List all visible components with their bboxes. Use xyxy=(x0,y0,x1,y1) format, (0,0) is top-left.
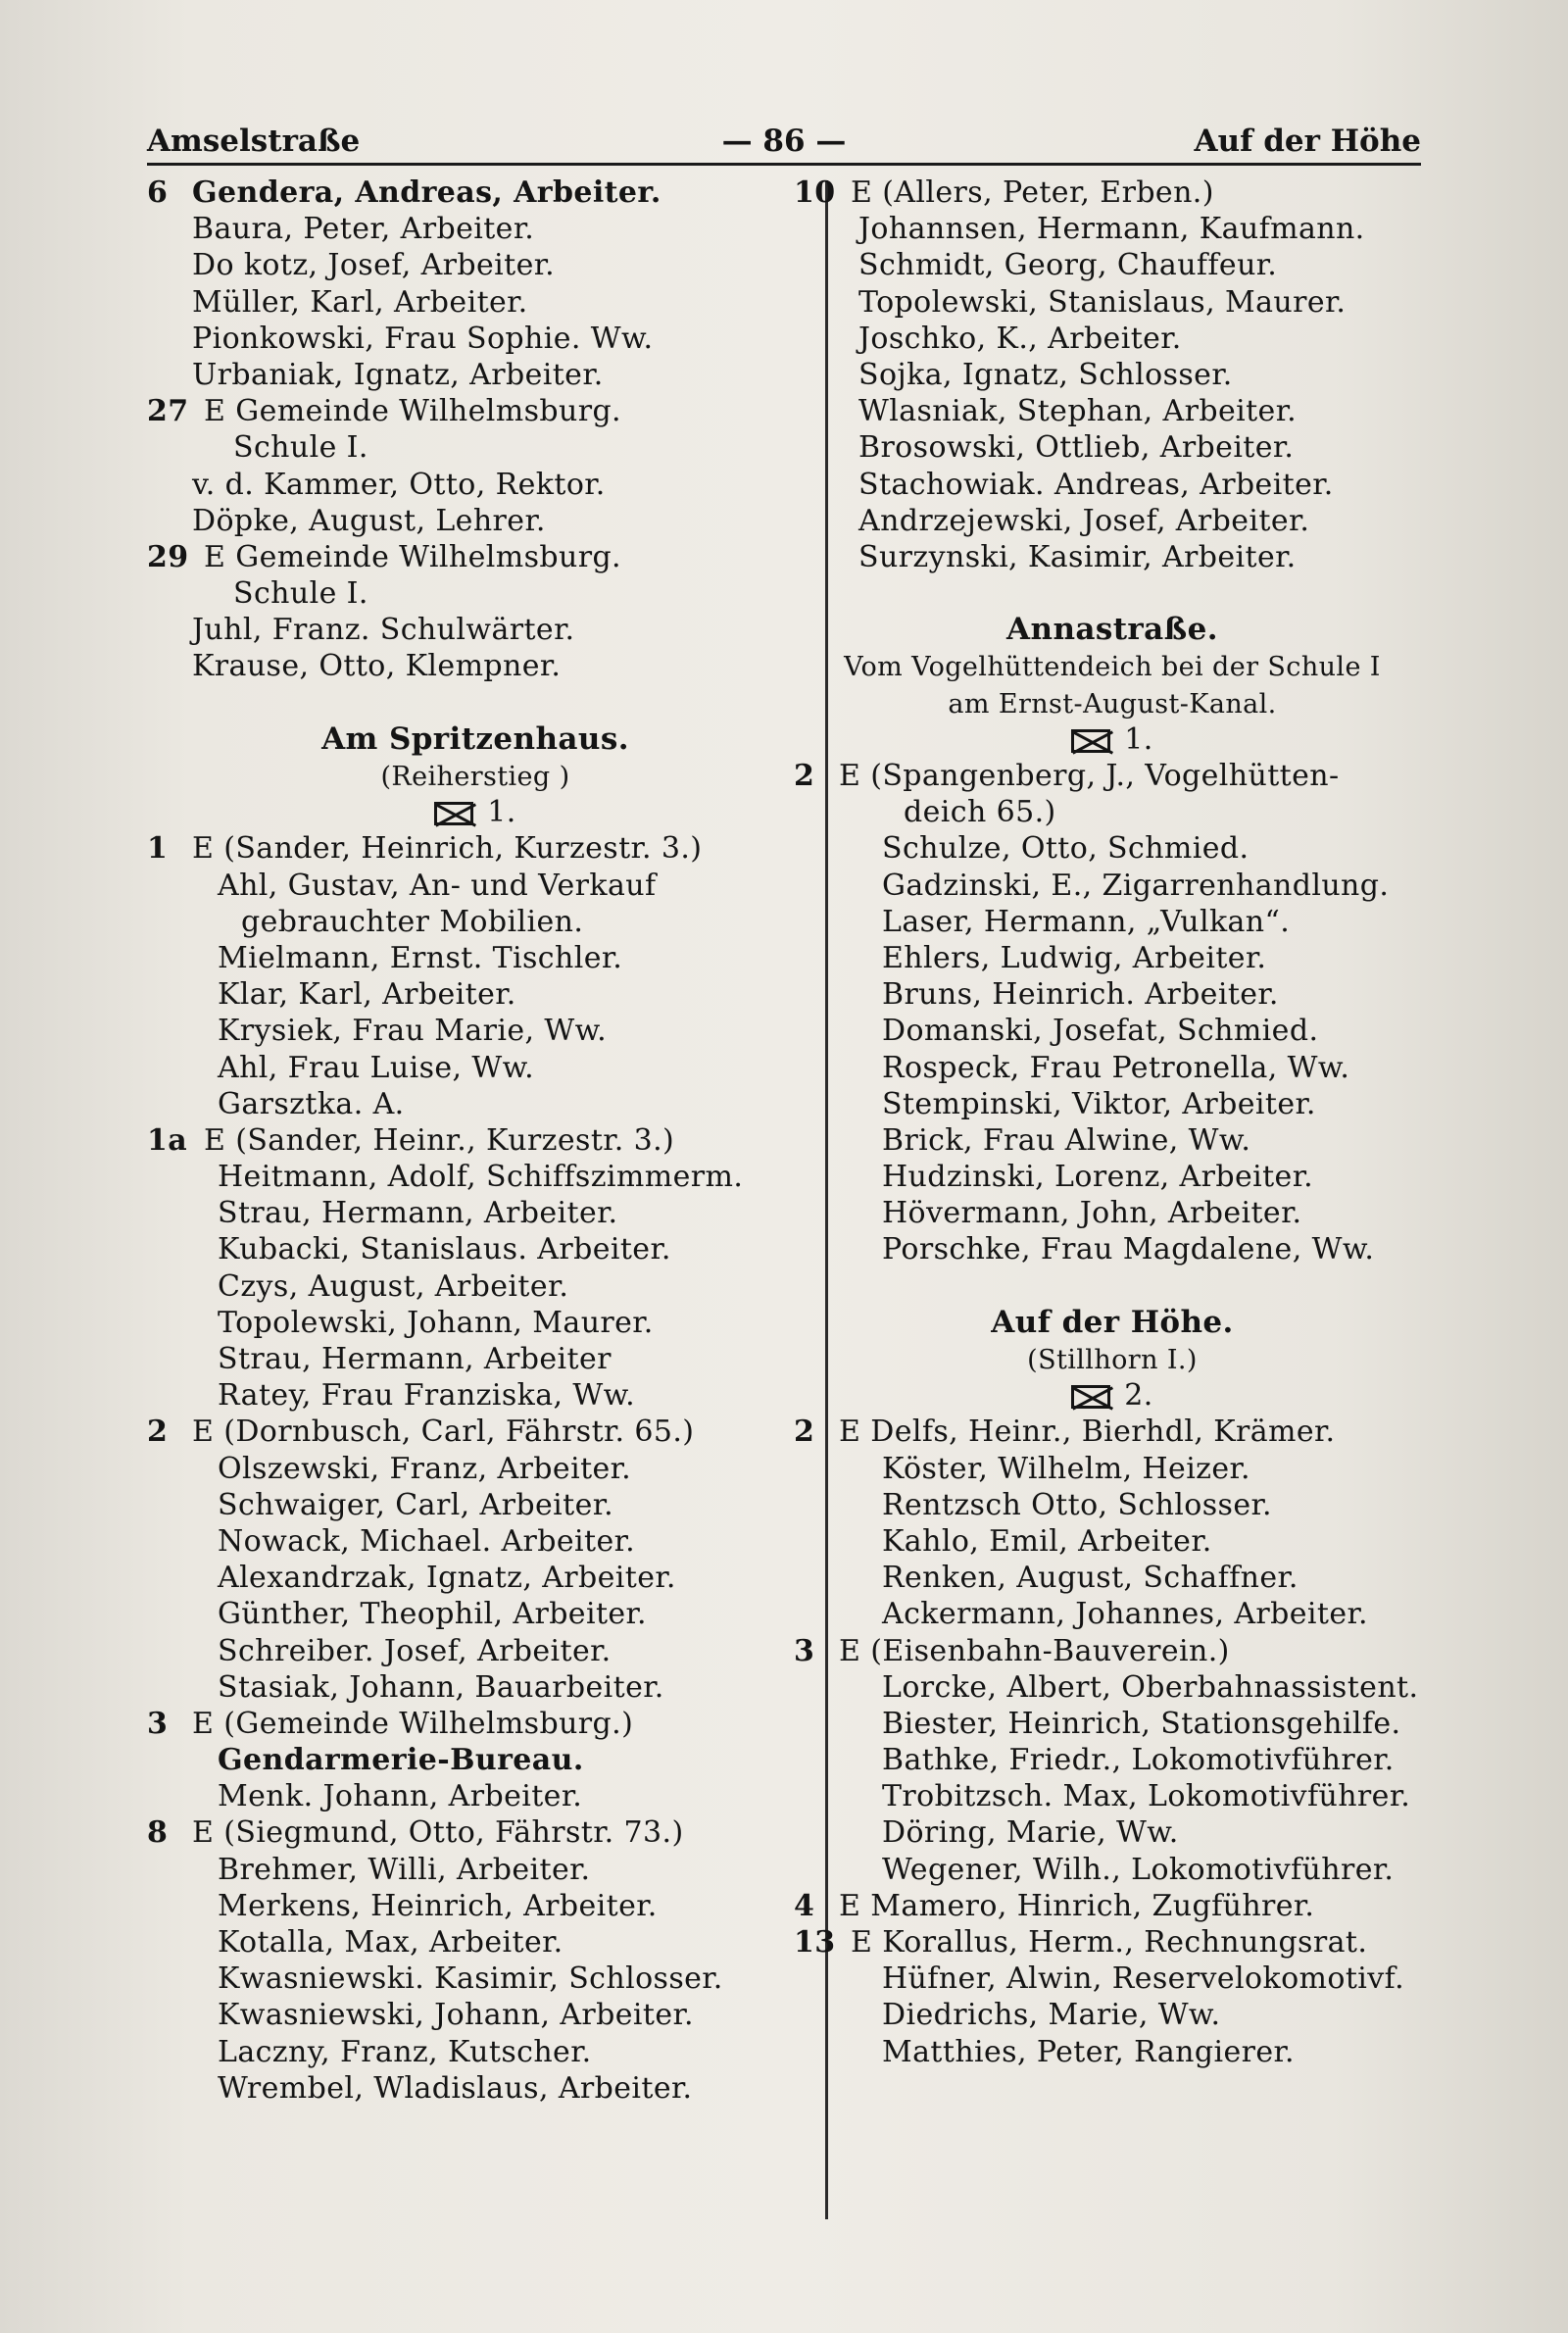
resident-line xyxy=(794,503,1431,539)
resident-entry: Diedrichs, Marie, Ww. xyxy=(882,1998,1221,2033)
resident-entry: deich 65.) xyxy=(904,795,1056,830)
resident-line xyxy=(147,1560,804,1596)
section-spacer xyxy=(794,575,1431,612)
resident-line xyxy=(147,940,804,976)
resident-line xyxy=(794,357,1431,393)
resident-line xyxy=(147,1195,804,1231)
resident-line xyxy=(147,503,804,539)
resident-entry: Krysiek, Frau Marie, Ww. xyxy=(218,1014,608,1049)
resident-line xyxy=(147,976,804,1013)
resident-line xyxy=(794,211,1431,247)
resident-line xyxy=(794,1706,1431,1742)
street-section-subtitle xyxy=(147,758,804,794)
resident-line xyxy=(794,1013,1431,1049)
house-number: 2 xyxy=(147,1415,169,1450)
resident-entry: Matthies, Peter, Rangierer. xyxy=(882,2034,1295,2069)
resident-line xyxy=(147,1377,804,1414)
resident-line xyxy=(147,1523,804,1560)
resident-entry: Schule I. xyxy=(233,430,368,466)
resident-entry: Kahlo, Emil, Arbeiter. xyxy=(882,1523,1212,1559)
resident-line xyxy=(794,1231,1431,1267)
resident-entry: Olszewski, Franz, Arbeiter. xyxy=(218,1451,632,1486)
resident-line xyxy=(147,1451,804,1487)
street-location: (Reiherstieg ) xyxy=(380,762,570,792)
resident-entry: Günther, Theophil, Arbeiter. xyxy=(218,1597,647,1632)
house-owner: E (Gemeinde Wilhelmsburg.) xyxy=(192,1706,634,1741)
resident-entry: Strau, Hermann, Arbeiter xyxy=(218,1342,612,1376)
postal-district xyxy=(794,721,1431,758)
resident-entry: Gendarmerie-Bureau. xyxy=(218,1743,584,1778)
postal-district-number: 2. xyxy=(1124,1378,1153,1414)
house-number: 27 xyxy=(147,394,189,429)
street-section-subtitle xyxy=(794,648,1431,684)
house-owner: E Gemeinde Wilhelmsburg. xyxy=(204,394,621,429)
house-owner: Gendera, Andreas, Arbeiter. xyxy=(192,175,662,210)
house-entry xyxy=(794,1924,1431,1961)
resident-entry: Urbaniak, Ignatz, Arbeiter. xyxy=(192,357,604,392)
resident-entry: Laser, Hermann, „Vulkan“. xyxy=(882,904,1291,939)
resident-line xyxy=(794,429,1431,466)
resident-entry: Topolewski, Johann, Maurer. xyxy=(218,1305,654,1340)
resident-line xyxy=(147,1669,804,1706)
resident-entry: Brehmer, Willi, Arbeiter. xyxy=(218,1852,591,1887)
resident-entry: Strau, Hermann, Arbeiter. xyxy=(218,1196,618,1231)
resident-line xyxy=(794,868,1431,904)
resident-line xyxy=(794,1778,1431,1814)
resident-entry: Ahl, Frau Luise, Ww. xyxy=(218,1050,535,1085)
resident-line xyxy=(147,357,804,393)
house-entry xyxy=(794,1633,1431,1669)
resident-entry: Schulze, Otto, Schmied. xyxy=(882,831,1250,867)
resident-entry: Ratey, Frau Franziska, Ww. xyxy=(218,1378,636,1414)
page-number: — 86 — xyxy=(721,124,847,159)
resident-entry: Surzynski, Kasimir, Arbeiter. xyxy=(858,539,1297,574)
street-location: (Stillhorn I.) xyxy=(1027,1345,1198,1375)
resident-entry: Nowack, Michael. Arbeiter. xyxy=(218,1523,636,1559)
resident-line xyxy=(147,1231,804,1267)
resident-entry: Ackermann, Johannes, Arbeiter. xyxy=(882,1597,1368,1632)
resident-entry: Rentzsch Otto, Schlosser. xyxy=(882,1487,1272,1522)
resident-entry: Topolewski, Stanislaus, Maurer. xyxy=(858,284,1347,320)
street-location: am Ernst-August-Kanal. xyxy=(948,688,1277,720)
house-entry xyxy=(794,1888,1431,1924)
resident-entry: Schule I. xyxy=(233,576,368,612)
house-number: 3 xyxy=(794,1633,815,1668)
resident-entry: Brosowski, Ottlieb, Arbeiter. xyxy=(858,430,1295,466)
resident-line xyxy=(147,1341,804,1377)
header-street-right: Auf der Höhe xyxy=(1194,124,1421,159)
resident-entry: Bathke, Friedr., Lokomotivführer. xyxy=(882,1743,1395,1778)
resident-entry: Johannsen, Hermann, Kaufmann. xyxy=(858,212,1365,247)
house-owner: E (Dornbusch, Carl, Fährstr. 65.) xyxy=(192,1415,695,1450)
resident-line xyxy=(794,321,1431,357)
resident-line xyxy=(147,1961,804,1997)
resident-entry: Czys, August, Arbeiter. xyxy=(218,1268,569,1304)
resident-entry: Heitmann, Adolf, Schiffszimmerm. xyxy=(218,1160,744,1195)
house-entry xyxy=(147,1122,804,1159)
house-entry xyxy=(147,1414,804,1450)
house-number: 1 xyxy=(147,831,169,867)
resident-line xyxy=(794,539,1431,575)
street-name: Auf der Höhe. xyxy=(991,1304,1234,1340)
resident-entry: Wlasniak, Stephan, Arbeiter. xyxy=(858,394,1298,429)
street-section-subtitle xyxy=(794,685,1431,721)
left-column xyxy=(147,174,804,2107)
resident-entry: Wegener, Wilh., Lokomotivführer. xyxy=(882,1852,1395,1887)
resident-line xyxy=(147,575,804,612)
street-location: Vom Vogelhüttendeich bei der Schule I xyxy=(844,652,1381,683)
resident-line xyxy=(794,1596,1431,1632)
resident-entry: Ahl, Gustav, An- und Verkauf xyxy=(218,868,657,903)
resident-line xyxy=(147,321,804,357)
resident-entry: Rospeck, Frau Petronella, Ww. xyxy=(882,1050,1350,1085)
resident-line xyxy=(794,1742,1431,1778)
resident-line xyxy=(794,247,1431,283)
resident-line xyxy=(794,1523,1431,1560)
resident-entry: Kubacki, Stanislaus. Arbeiter. xyxy=(218,1232,671,1267)
resident-entry: Merkens, Heinrich, Arbeiter. xyxy=(218,1888,658,1923)
street-section-title xyxy=(794,1305,1431,1341)
header-street-left: Amselstraße xyxy=(147,124,361,159)
resident-line xyxy=(147,1742,804,1778)
resident-entry: Hövermann, John, Arbeiter. xyxy=(882,1196,1302,1231)
resident-line xyxy=(794,1961,1431,1997)
resident-entry: Mielmann, Ernst. Tischler. xyxy=(218,940,623,975)
page-header xyxy=(147,116,1421,161)
resident-entry: Döpke, August, Lehrer. xyxy=(192,503,546,538)
envelope-icon xyxy=(1071,1385,1110,1409)
resident-entry: Pionkowski, Frau Sophie. Ww. xyxy=(192,321,654,356)
resident-line xyxy=(794,976,1431,1013)
house-number: 2 xyxy=(794,1415,815,1450)
house-number: 1a xyxy=(147,1122,188,1158)
resident-entry: Krause, Otto, Klempner. xyxy=(192,649,562,684)
resident-entry: Gadzinski, E., Zigarrenhandlung. xyxy=(882,868,1390,903)
house-number: 4 xyxy=(794,1888,815,1923)
resident-entry: Hüfner, Alwin, Reservelokomotivf. xyxy=(882,1961,1405,1997)
resident-line xyxy=(794,1814,1431,1851)
resident-line xyxy=(794,940,1431,976)
resident-line xyxy=(147,284,804,321)
street-name: Am Spritzenhaus. xyxy=(321,720,629,757)
resident-entry: Alexandrzak, Ignatz, Arbeiter. xyxy=(218,1561,676,1596)
resident-entry: Hudzinski, Lorenz, Arbeiter. xyxy=(882,1160,1314,1195)
resident-line xyxy=(147,868,804,904)
resident-line xyxy=(794,1852,1431,1888)
resident-line xyxy=(147,1852,804,1888)
resident-entry: Kwasniewski. Kasimir, Schlosser. xyxy=(218,1961,723,1997)
house-owner: E (Sander, Heinrich, Kurzestr. 3.) xyxy=(192,831,703,867)
resident-line xyxy=(147,467,804,503)
resident-entry: Joschko, K., Arbeiter. xyxy=(858,321,1182,356)
resident-line xyxy=(147,1013,804,1049)
resident-line xyxy=(794,1195,1431,1231)
resident-line xyxy=(147,1778,804,1814)
resident-line xyxy=(794,284,1431,321)
resident-line xyxy=(147,1268,804,1305)
resident-entry: Kotalla, Max, Arbeiter. xyxy=(218,1925,564,1960)
resident-line xyxy=(794,1560,1431,1596)
resident-entry: Schmidt, Georg, Chauffeur. xyxy=(858,248,1278,283)
house-entry xyxy=(147,1706,804,1742)
resident-entry: Ehlers, Ludwig, Arbeiter. xyxy=(882,940,1267,975)
resident-line xyxy=(147,1888,804,1924)
postal-district-number: 1. xyxy=(487,795,516,830)
house-entry xyxy=(794,174,1431,211)
resident-entry: Garsztka. A. xyxy=(218,1086,405,1121)
resident-entry: Juhl, Franz. Schulwärter. xyxy=(192,613,575,648)
resident-line xyxy=(794,1050,1431,1086)
resident-line xyxy=(147,1305,804,1341)
house-entry xyxy=(794,758,1431,794)
resident-entry: Kwasniewski, Johann, Arbeiter. xyxy=(218,1998,694,2033)
envelope-icon xyxy=(1071,729,1110,753)
resident-entry: Bruns, Heinrich. Arbeiter. xyxy=(882,977,1279,1013)
resident-entry: Stasiak, Johann, Bauarbeiter. xyxy=(218,1669,664,1705)
house-entry xyxy=(794,1414,1431,1450)
resident-entry: Lorcke, Albert, Oberbahnassistent. xyxy=(882,1669,1419,1705)
street-name: Annastraße. xyxy=(1006,612,1218,648)
street-section-title xyxy=(147,721,804,758)
resident-entry: Menk. Johann, Arbeiter. xyxy=(218,1779,583,1814)
house-owner: E Delfs, Heinr., Bierhdl, Krämer. xyxy=(839,1415,1336,1450)
resident-line xyxy=(147,1596,804,1632)
envelope-icon xyxy=(434,802,473,825)
resident-line xyxy=(147,612,804,648)
postal-district xyxy=(794,1377,1431,1414)
house-number: 6 xyxy=(147,175,169,210)
resident-entry: gebrauchter Mobilien. xyxy=(241,904,584,939)
resident-entry: Porschke, Frau Magdalene, Ww. xyxy=(882,1232,1375,1267)
resident-entry: Stempinski, Viktor, Arbeiter. xyxy=(882,1086,1316,1121)
resident-line xyxy=(147,1086,804,1122)
resident-line xyxy=(147,1997,804,2033)
resident-line xyxy=(794,1669,1431,1706)
resident-line xyxy=(794,1159,1431,1195)
resident-entry: Wrembel, Wladislaus, Arbeiter. xyxy=(218,2070,693,2106)
resident-line xyxy=(794,1997,1431,2033)
resident-line xyxy=(147,2034,804,2070)
resident-entry: Do kotz, Josef, Arbeiter. xyxy=(192,248,556,283)
resident-line xyxy=(794,830,1431,867)
resident-line xyxy=(794,1086,1431,1122)
resident-entry: Andrzejewski, Josef, Arbeiter. xyxy=(858,503,1310,538)
resident-entry: v. d. Kammer, Otto, Rektor. xyxy=(192,467,606,502)
house-number: 8 xyxy=(147,1815,169,1851)
resident-line xyxy=(794,904,1431,940)
street-section-title xyxy=(794,612,1431,648)
resident-entry: Müller, Karl, Arbeiter. xyxy=(192,284,528,320)
right-column xyxy=(794,174,1431,2070)
resident-line xyxy=(794,794,1431,830)
postal-district-number: 1. xyxy=(1124,721,1153,757)
resident-line xyxy=(147,1050,804,1086)
resident-line xyxy=(147,904,804,940)
house-entry xyxy=(147,830,804,867)
resident-entry: Domanski, Josefat, Schmied. xyxy=(882,1014,1319,1049)
resident-entry: Schreiber. Josef, Arbeiter. xyxy=(218,1633,612,1668)
resident-entry: Stachowiak. Andreas, Arbeiter. xyxy=(858,467,1334,502)
street-section-subtitle xyxy=(794,1341,1431,1377)
resident-entry: Biester, Heinrich, Stationsgehilfe. xyxy=(882,1706,1401,1741)
house-number: 13 xyxy=(794,1925,836,1960)
house-owner: E (Spangenberg, J., Vogelhütten- xyxy=(839,759,1340,793)
resident-entry: Döring, Marie, Ww. xyxy=(882,1815,1179,1851)
house-owner: E (Eisenbahn-Bauverein.) xyxy=(839,1633,1230,1668)
house-entry xyxy=(147,1814,804,1851)
house-owner: E (Allers, Peter, Erben.) xyxy=(851,175,1214,210)
resident-entry: Köster, Wilhelm, Heizer. xyxy=(882,1451,1250,1486)
resident-line xyxy=(794,467,1431,503)
resident-entry: Klar, Karl, Arbeiter. xyxy=(218,977,516,1013)
resident-line xyxy=(147,1159,804,1195)
resident-line xyxy=(794,393,1431,429)
house-number: 10 xyxy=(794,175,836,210)
resident-entry: Laczny, Franz, Kutscher. xyxy=(218,2034,592,2069)
resident-line xyxy=(147,648,804,684)
house-owner: E Gemeinde Wilhelmsburg. xyxy=(204,539,621,574)
resident-entry: Trobitzsch. Max, Lokomotivführer. xyxy=(882,1779,1411,1814)
house-owner: E (Sander, Heinr., Kurzestr. 3.) xyxy=(204,1122,675,1158)
house-number: 3 xyxy=(147,1706,169,1741)
house-owner: E Korallus, Herm., Rechnungsrat. xyxy=(851,1925,1368,1960)
house-number: 2 xyxy=(794,759,815,793)
resident-entry: Brick, Frau Alwine, Ww. xyxy=(882,1122,1251,1158)
resident-line xyxy=(794,1122,1431,1159)
house-entry xyxy=(147,174,804,211)
house-owner: E (Siegmund, Otto, Fährstr. 73.) xyxy=(192,1815,684,1851)
resident-line xyxy=(794,1451,1431,1487)
resident-line xyxy=(794,1487,1431,1523)
section-spacer xyxy=(794,1268,1431,1305)
resident-line xyxy=(794,2034,1431,2070)
resident-line xyxy=(147,211,804,247)
resident-entry: Schwaiger, Carl, Arbeiter. xyxy=(218,1487,614,1522)
house-entry xyxy=(147,539,804,575)
house-number: 29 xyxy=(147,539,189,574)
resident-entry: Renken, August, Schaffner. xyxy=(882,1561,1298,1596)
resident-entry: Sojka, Ignatz, Schlosser. xyxy=(858,357,1233,392)
house-entry xyxy=(147,393,804,429)
resident-line xyxy=(147,1633,804,1669)
postal-district xyxy=(147,794,804,830)
resident-line xyxy=(147,247,804,283)
resident-line xyxy=(147,429,804,466)
header-rule xyxy=(147,163,1421,166)
resident-line xyxy=(147,2070,804,2107)
resident-line xyxy=(147,1487,804,1523)
house-owner: E Mamero, Hinrich, Zugführer. xyxy=(839,1888,1315,1923)
resident-entry: Baura, Peter, Arbeiter. xyxy=(192,212,535,247)
section-spacer xyxy=(147,685,804,721)
resident-line xyxy=(147,1924,804,1961)
